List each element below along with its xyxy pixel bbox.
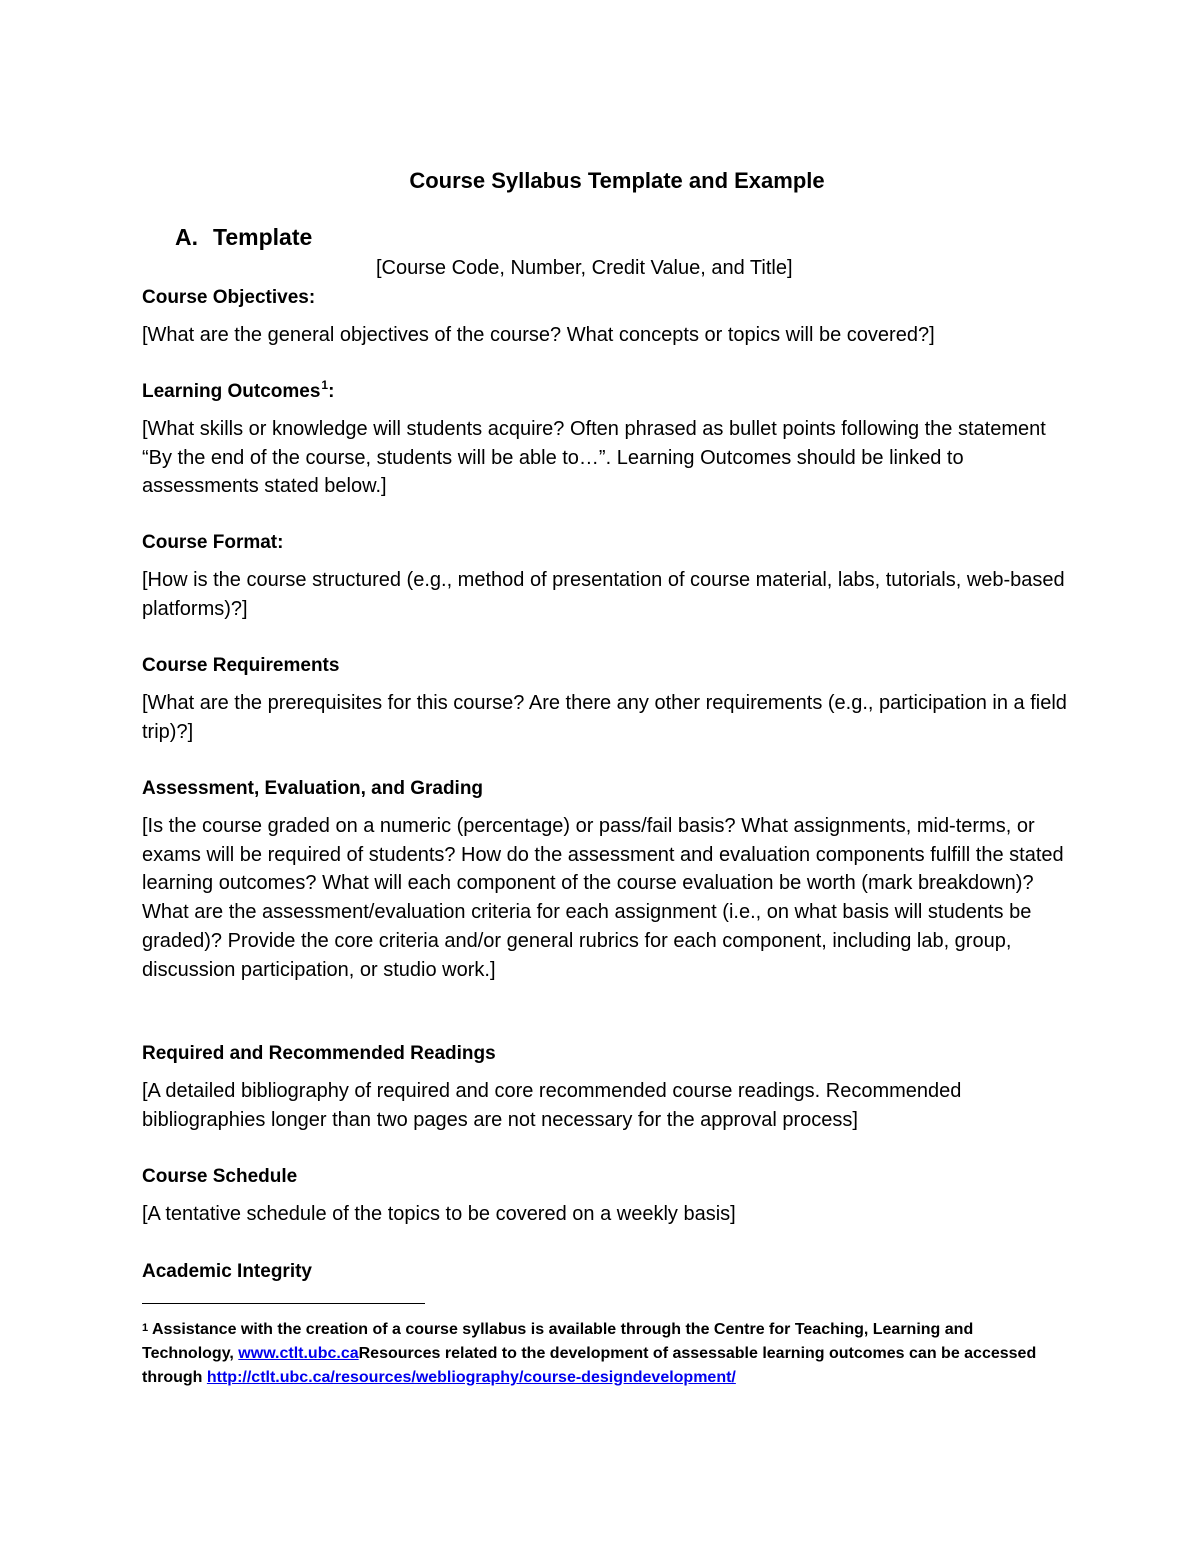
body-course-format: [How is the course structured (e.g., method of presentation of course material, labs, tutorials, web-based platforms)?] <box>142 569 1065 620</box>
body-learning-outcomes: [What skills or knowledge will students acquire? Often phrased as bullet points following the statement “By the end of the course, students will be able to…”. Learning Outcomes should be linked to assessments stated below.] <box>142 418 1046 498</box>
footnote-text-middle: Resources related to the development of assessable learning outcomes can be accessed through <box>142 1345 1037 1386</box>
heading-course-objectives: Course Objectives: <box>142 287 316 308</box>
document-title: Course Syllabus Template and Example <box>409 168 825 193</box>
ctlt-website-link[interactable]: www.ctlt.ubc.ca <box>238 1345 359 1362</box>
heading-assessment: Assessment, Evaluation, and Grading <box>142 778 484 799</box>
section-number: A. <box>175 224 198 250</box>
footnote-text-before: Assistance with the creation of a course syllabus is available through the Centre for Teaching, Learning and Technology, <box>142 1321 974 1362</box>
heading-course-requirements: Course Requirements <box>142 655 340 676</box>
body-assessment: [Is the course graded on a numeric (percentage) or pass/fail basis? What assignments, mid-terms, or exams will be required of students? How do the assessment and evaluation components fulfill the stated learning outcomes? What will each component of the course evaluation be worth (mark breakdown)? What are the assessment/evaluation criteria for each assignment (i.e., on what basis will students be graded)? Provide the core criteria and/or general rubrics for each component, including lab, group, discussion participation, or studio work.] <box>142 815 1064 981</box>
heading-suffix: : <box>328 381 335 402</box>
section-heading-template <box>175 224 312 251</box>
body-course-objectives: [What are the general objectives of the course? What concepts or topics will be covered?] <box>142 324 935 346</box>
heading-course-format: Course Format: <box>142 532 284 553</box>
heading-learning-outcomes <box>142 378 335 403</box>
body-course-schedule: [A tentative schedule of the topics to be covered on a weekly basis] <box>142 1203 736 1225</box>
course-design-link[interactable]: http://ctlt.ubc.ca/resources/webliography/course-designdevelopment/ <box>206 1369 736 1386</box>
footnote-separator <box>142 1303 425 1304</box>
section-title: Template <box>213 224 313 250</box>
heading-learning-outcomes-text: Learning Outcomes <box>142 381 321 402</box>
heading-readings: Required and Recommended Readings <box>142 1043 496 1064</box>
footnote-reference[interactable]: 1 <box>321 378 329 392</box>
body-course-requirements: [What are the prerequisites for this course? Are there any other requirements (e.g., participation in a field trip)?] <box>142 692 1067 743</box>
heading-academic-integrity: Academic Integrity <box>142 1261 312 1282</box>
footnote <box>142 1318 1042 1390</box>
footnote-number: 1 <box>142 1322 149 1334</box>
body-readings: [A detailed bibliography of required and core recommended course readings. Recommended bibliographies longer than two pages are not necessary for the approval process] <box>142 1080 962 1131</box>
course-title-placeholder: [Course Code, Number, Credit Value, and Title] <box>376 257 793 279</box>
heading-course-schedule: Course Schedule <box>142 1166 298 1187</box>
